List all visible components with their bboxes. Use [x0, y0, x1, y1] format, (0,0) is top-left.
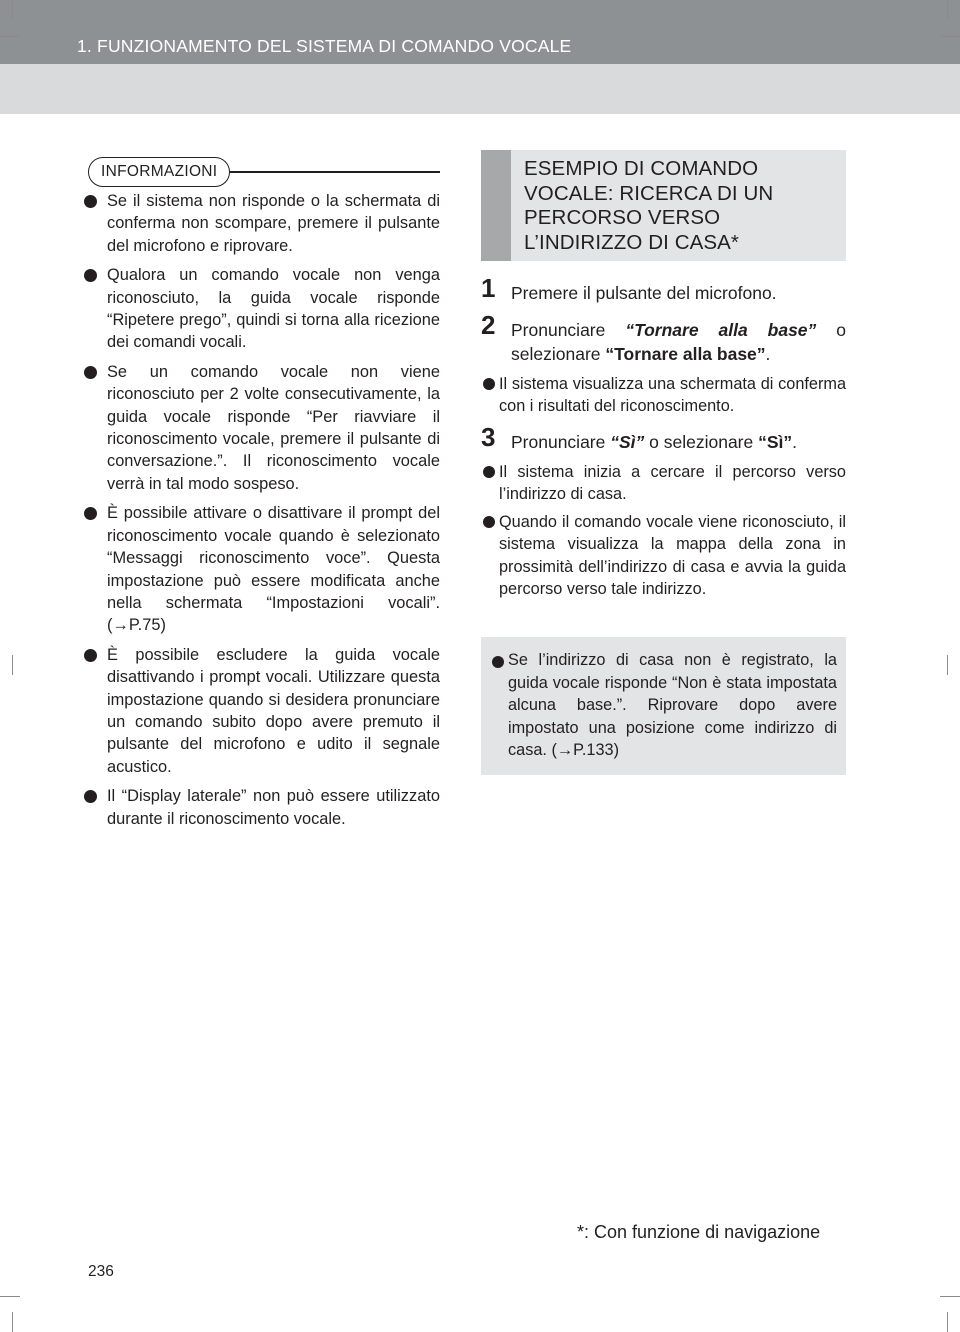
bullet-icon: [84, 269, 97, 282]
bullet-icon: [84, 790, 97, 803]
list-item: È possibile escludere la guida vocale disattivando i prompt vocali. Utilizzare questa impostazione quando si desidera pronunciare un comando subito dopo avere premuto il pulsante del microfono e udito il segnale acustico.: [82, 644, 440, 778]
bullet-icon: [84, 366, 97, 379]
step-3-bullet: Quando il comando vocale viene riconosciuto, il sistema visualizza la mappa della zona in prossimità dell’indirizzo di casa e avvia la guida percorso verso tale indirizzo.: [481, 511, 846, 601]
bullet-icon: [483, 378, 495, 390]
bullet-icon: [492, 656, 504, 668]
crop-mark: [12, 1312, 13, 1332]
crop-mark: [940, 1296, 960, 1297]
bullet-icon: [84, 507, 97, 520]
note-box: [481, 637, 846, 775]
screen-button-name: “Sì”: [758, 432, 793, 452]
step-2-bullet: Il sistema visualizza una schermata di conferma con i risultati del riconoscimento.: [481, 373, 846, 418]
crop-mark: [947, 0, 948, 20]
crop-mark: [940, 36, 960, 37]
crop-mark: [12, 0, 13, 20]
footnote: *: Con funzione di navigazione: [577, 1222, 821, 1242]
list-item: Se un comando vocale non viene riconosciuto per 2 volte consecutivamente, la guida vocale risponde “Per riavviare il riconoscimento vocale, premere il pulsante di conversazione.”. Il riconoscimento vocale verrà in tal modo sospeso.: [82, 361, 440, 495]
section-title: ESEMPIO DI COMANDO VOCALE: RICERCA DI UN PERCORSO VERSO L’INDIRIZZO DI CASA*: [524, 157, 774, 254]
section-accent: [481, 150, 511, 261]
voice-command: “Tornare alla base”: [625, 320, 817, 340]
step-text: Pronunciare “Tornare alla base” o selezionare “Tornare alla base”.: [511, 320, 846, 364]
info-rule: [228, 171, 440, 173]
step-3: [481, 422, 846, 454]
section-heading: [481, 150, 846, 261]
step-text: Premere il pulsante del microfono.: [511, 283, 777, 303]
header-bar: [0, 0, 960, 64]
bullet-icon: [483, 466, 495, 478]
step-number: 2: [481, 310, 496, 340]
crop-mark: [0, 1296, 20, 1297]
info-tag: INFORMAZIONI: [88, 157, 230, 187]
crop-mark: [947, 1312, 948, 1332]
bullet-icon: [483, 516, 495, 528]
list-item: È possibile attivare o disattivare il prompt del riconoscimento vocale quando è selezionato “Messaggi riconoscimento voce”. Questa impostazione può essere modificata anche nella schermata “Impostazioni vocali”. (→P.75): [82, 502, 440, 636]
page-number: 236: [88, 1263, 114, 1280]
step-2: [481, 310, 846, 366]
list-item: Se il sistema non risponde o la schermata di conferma non scompare, premere il pulsante del microfono e riprovare.: [82, 190, 440, 257]
page-header: [0, 0, 960, 114]
crop-mark: [12, 655, 13, 675]
crop-mark: [947, 655, 948, 675]
info-list: [82, 190, 440, 837]
list-item: Qualora un comando vocale non venga riconosciuto, la guida vocale risponde “Ripetere prego”, quindi si torna alla ricezione dei comandi vocali.: [82, 264, 440, 354]
note-text: Se l’indirizzo di casa non è registrato, la guida vocale risponde “Non è stata impostata alcuna base.”. Riprovare dopo avere impostato una posizione come indirizzo di casa. (→P.133): [508, 651, 837, 760]
chapter-title: 1. FUNZIONAMENTO DEL SISTEMA DI COMANDO VOCALE: [77, 36, 572, 56]
crop-mark: [0, 36, 20, 37]
step-3-bullet: Il sistema inizia a cercare il percorso verso l’indirizzo di casa.: [481, 461, 846, 506]
step-text: Pronunciare “Sì” o selezionare “Sì”.: [511, 432, 798, 452]
list-item: Il “Display laterale” non può essere utilizzato durante il riconoscimento vocale.: [82, 785, 440, 830]
screen-button-name: “Tornare alla base”: [605, 344, 766, 364]
bullet-icon: [84, 649, 97, 662]
step-number: 1: [481, 273, 496, 303]
bullet-icon: [84, 195, 97, 208]
voice-command: “Sì”: [610, 432, 645, 452]
step-number: 3: [481, 422, 496, 452]
step-1: [481, 273, 846, 305]
